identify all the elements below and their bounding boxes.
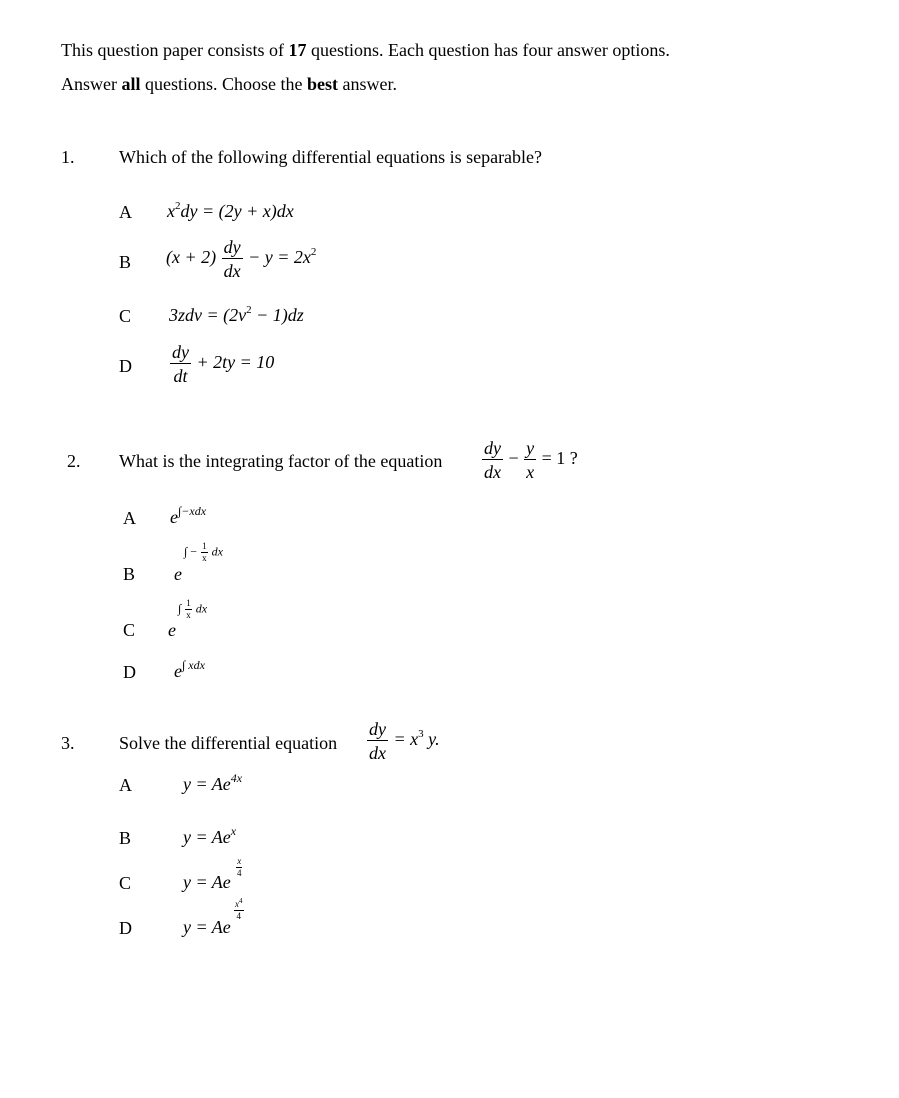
- question-3-equation: $\frac{dy}{dx}$ = $x^3$ y.: [369, 719, 440, 763]
- q3-option-a-expr: $y = Ae^{4x}$: [183, 771, 243, 794]
- q1-option-d-expr: $\frac{dy}{dt}$ + 2ty = 10: [172, 342, 275, 386]
- q3-option-b-label[interactable]: B: [119, 828, 132, 848]
- q2-option-a-label[interactable]: A: [123, 508, 136, 528]
- q1-option-a-expr: $x^2dy = (2y + x)dx$: [167, 200, 294, 221]
- question-1-text: Which of the following differential equations is separable?: [119, 147, 543, 167]
- q2-option-b-expr-base: e: [174, 564, 182, 584]
- question-2-number: 2.: [67, 451, 81, 471]
- q1-option-b-expr: (x + 2) $\frac{dy}{dx}$ − $y = 2x^2$: [166, 237, 317, 281]
- intro-line-1: This question paper consists of 17 questions. Each question has four answer options.: [61, 40, 670, 60]
- q3-option-c-exponent: $\frac{x}{4}$: [237, 856, 242, 879]
- question-1-number: 1.: [61, 147, 75, 167]
- q3-option-d-expr-base: y = Ae: [183, 917, 231, 937]
- q3-option-d-label[interactable]: D: [119, 918, 132, 938]
- q2-option-c-exponent: ∫ $\frac{1}{x}$ dx: [178, 598, 208, 620]
- q3-option-c-label[interactable]: C: [119, 873, 132, 893]
- q1-option-b-label[interactable]: B: [119, 252, 132, 272]
- q1-option-a-label[interactable]: A: [119, 202, 132, 222]
- q1-option-c-label[interactable]: C: [119, 306, 132, 326]
- question-2-equation: $\frac{dy}{dx}$ − $\frac{y}{x}$ = 1 ?: [484, 438, 578, 482]
- q1-option-d-label[interactable]: D: [119, 356, 132, 376]
- question-3-number: 3.: [61, 733, 75, 753]
- intro-line-2: Answer all questions. Choose the best answer.: [61, 74, 397, 94]
- q2-option-b-exponent: ∫ − $\frac{1}{x}$ dx: [184, 541, 223, 563]
- q3-option-c-expr-base: y = Ae: [183, 872, 231, 892]
- q3-option-b-expr: $y = Ae^x$: [183, 824, 237, 847]
- q3-option-d-exponent: $\frac{x^4}{4}$: [235, 897, 243, 922]
- q2-option-b-label[interactable]: B: [123, 564, 136, 584]
- q2-option-d-expr: $e^{\int xdx}$: [174, 658, 205, 681]
- q2-option-c-expr-base: e: [168, 620, 176, 640]
- q2-option-d-label[interactable]: D: [123, 662, 136, 682]
- question-2-text: What is the integrating factor of the equation: [119, 451, 443, 471]
- q3-option-a-label[interactable]: A: [119, 775, 132, 795]
- q2-option-a-expr: $e^{\int-xdx}$: [170, 504, 207, 527]
- question-3-text: Solve the differential equation: [119, 733, 338, 753]
- q1-option-c-expr: $3zdv = (2v^2 - 1)dz$: [169, 304, 304, 325]
- q2-option-c-label[interactable]: C: [123, 620, 136, 640]
